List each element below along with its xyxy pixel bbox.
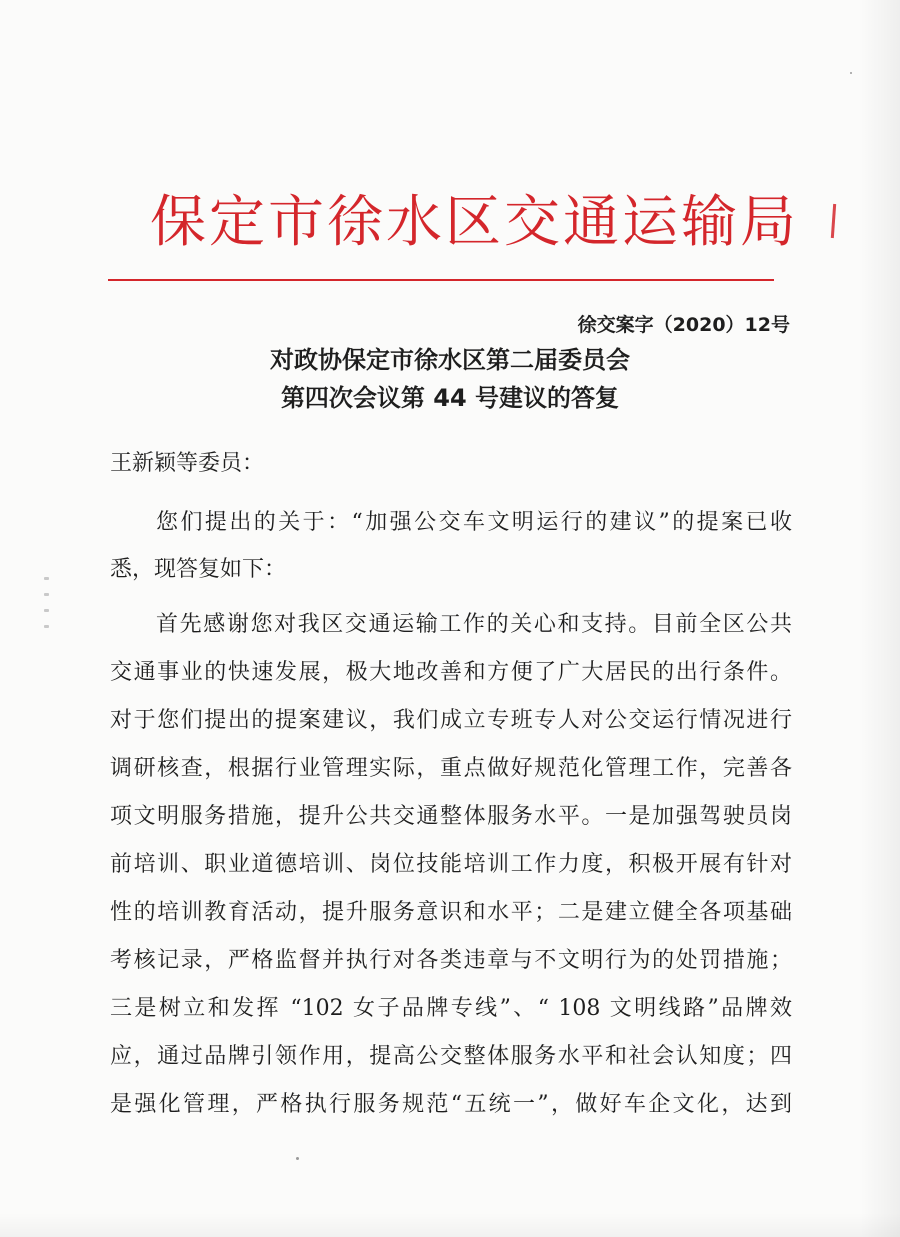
paragraph-2-line-4: 调研核查，根据行业管理实际，重点做好规范化管理工作，完善各 [110, 756, 792, 781]
paragraph-2-line-11: 是强化管理，严格执行服务规范“五统一”，做好车企文化，达到 [110, 1092, 792, 1117]
paragraph-2-line-10: 应，通过品牌引领作用，提高公交整体服务水平和社会认知度；四 [110, 1044, 792, 1069]
scan-bottom-shadow [0, 1213, 900, 1237]
document-number: 徐交案字（2020）12号 [577, 314, 790, 336]
document-title-line-2: 第四次会议第 44 号建议的答复 [280, 384, 620, 412]
scan-edge-shadow [860, 0, 900, 1237]
paragraph-2-line-8: 考核记录，严格监督并执行对各类违章与不文明行为的处罚措施； [110, 948, 792, 973]
red-ink-mark [831, 204, 836, 238]
paragraph-2-line-6: 前培训、职业道德培训、岗位技能培训工作力度，积极开展有针对 [110, 852, 792, 877]
paragraph-2-line-3: 对于您们提出的提案建议，我们成立专班专人对公交运行情况进行 [110, 708, 792, 733]
letterhead-title: 保定市徐水区交通运输局 [150, 190, 799, 255]
scan-speck [850, 72, 852, 74]
paragraph-2-line-7: 性的培训教育活动，提升服务意识和水平；二是建立健全各项基础 [110, 900, 792, 925]
letterhead-red-rule [108, 279, 774, 281]
document-title-line-1: 对政协保定市徐水区第二届委员会 [270, 346, 630, 374]
paragraph-1-line-1: 您们提出的关于：“加强公交车文明运行的建议”的提案已收 [156, 510, 792, 535]
paragraph-2-line-5: 项文明服务措施，提升公共交通整体服务水平。一是加强驾驶员岗 [110, 804, 792, 829]
margin-scan-marks [38, 575, 54, 635]
salutation: 王新颖等委员： [110, 451, 265, 476]
scan-speck [296, 1157, 299, 1160]
paragraph-2-line-9: 三是树立和发挥 “102 女子品牌专线”、“ 108 文明线路”品牌效 [110, 996, 792, 1021]
paragraph-1-line-2: 悉，现答复如下： [110, 557, 287, 582]
paragraph-2-line-2: 交通事业的快速发展，极大地改善和方便了广大居民的出行条件。 [110, 660, 792, 685]
paragraph-2-line-1: 首先感谢您对我区交通运输工作的关心和支持。目前全区公共 [156, 612, 792, 637]
